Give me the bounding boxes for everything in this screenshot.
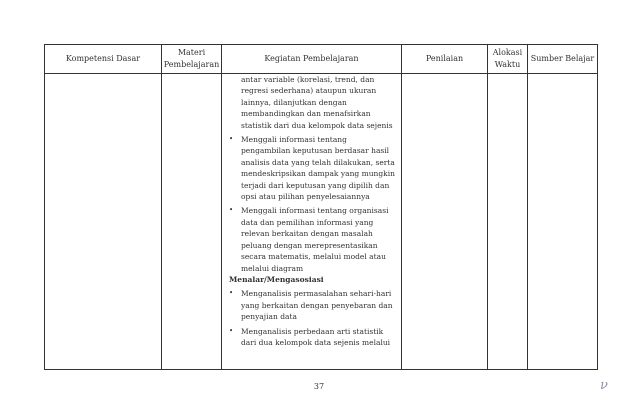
publisher-logo-icon: ν [600, 378, 608, 393]
bullet-icon: • [229, 326, 234, 335]
cell-kegiatan-pembelajaran [222, 74, 402, 370]
list-item-text: Menganalisis permasalahan sehari-hari yang berkaitan dengan penyebaran dan penyajian data [241, 289, 393, 322]
list-item-text: Menggali informasi tentang pengambilan keputusan berdasar hasil analisis data yang telah dilakukan, serta mendeskripsikan dampak yang mungkin terjadi dari keputusan yang dipilih dan opsi atau pilihan penyelesaiannya [241, 135, 395, 202]
bullet-icon: • [229, 206, 234, 215]
header-alokasi-waktu: Alokasi Waktu [488, 45, 528, 74]
cell-kompetensi-dasar [45, 74, 162, 370]
section-heading: Menalar/Mengasosiasi [229, 274, 324, 284]
header-materi-pembelajaran: Materi Pembelajaran [162, 45, 222, 74]
bullet-icon: • [229, 289, 234, 298]
header-kompetensi-dasar: Kompetensi Dasar [45, 45, 162, 74]
list-item-text: Menggali informasi tentang organisasi data dan pemilihan informasi yang relevan berkaitan dengan masalah peluang dengan merepresentasikan secara matematis, melalui model atau melalui diagram [241, 206, 389, 273]
cell-materi-pembelajaran [162, 74, 222, 370]
header-row [45, 45, 598, 74]
list-item-text: Menganalisis perbedaan arti statistik dari dua kelompok data sejenis melalui [241, 326, 391, 347]
continuation-text: antar variable (korelasi, trend, dan regresi sederhana) ataupun ukuran lainnya, dilanjutkan dengan membandingkan dan menafsirkan statistik dari dua kelompok data sejenis [241, 75, 393, 130]
list-item [229, 134, 397, 202]
bullet-icon: • [229, 135, 234, 144]
table-row [45, 74, 598, 370]
header-sumber-belajar: Sumber Belajar [528, 45, 598, 74]
header-kegiatan-pembelajaran: Kegiatan Pembelajaran [222, 45, 402, 74]
page-number: 37 [313, 382, 325, 391]
list-item [229, 205, 397, 273]
header-penilaian: Penilaian [402, 45, 488, 74]
cell-sumber-belajar [528, 74, 598, 370]
list-item [229, 288, 397, 322]
list-item [229, 326, 397, 349]
cell-alokasi-waktu [488, 74, 528, 370]
cell-penilaian [402, 74, 488, 370]
syllabus-table [44, 44, 598, 370]
